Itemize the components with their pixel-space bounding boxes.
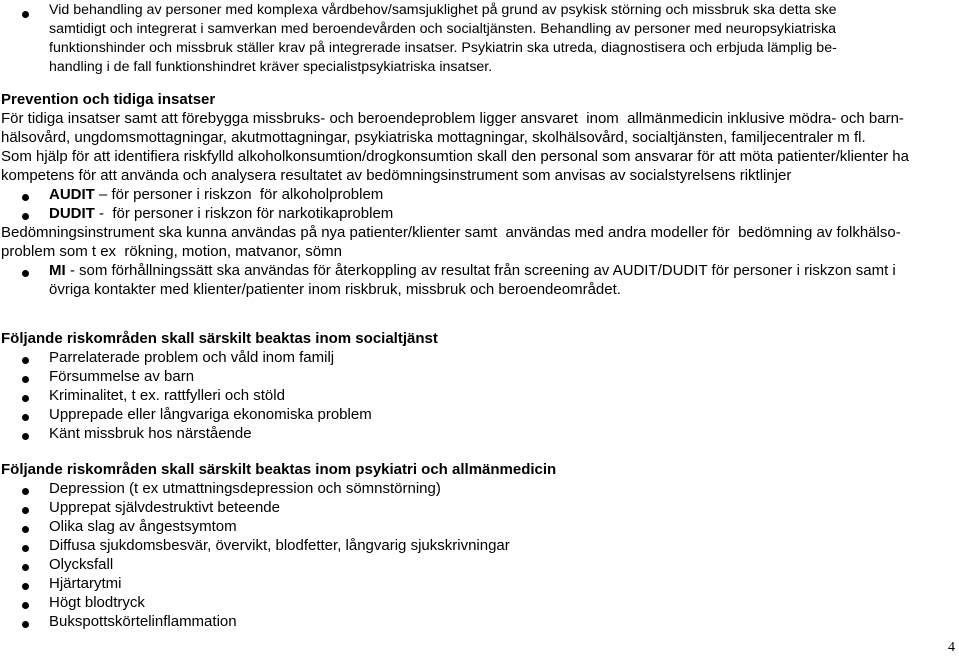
list-item: Diffusa sjukdomsbesvär, övervikt, blodfetter, långvarig sjukskrivningar	[49, 537, 510, 554]
list-item: Olika slag av ångestsymtom	[49, 518, 237, 535]
page-number: 4	[948, 640, 955, 655]
audit-term: AUDIT	[49, 186, 95, 203]
dudit-term: DUDIT	[49, 205, 95, 222]
list-item: Kriminalitet, t ex. rattfylleri och stöld	[49, 387, 285, 404]
bullet-icon	[22, 414, 29, 421]
section-heading-social: Följande riskområden skall särskilt beaktas inom socialtjänst	[1, 330, 438, 347]
list-item: Högt blodtryck	[49, 594, 145, 611]
prevention-text-line: hälsovård, ungdomsmottagningar, akutmottagningar, psykiatriska mottagningar, skolhälsovård, socialtjänsten, familjecentraler m fl.	[1, 129, 866, 146]
list-item: Upprepade eller långvariga ekonomiska problem	[49, 406, 372, 423]
prevention-text-line: Bedömningsinstrument ska kunna användas på nya patienter/klienter samt användas med andra modeller för bedömning av folkhälso-	[1, 224, 901, 241]
prevention-text-line: problem som t ex rökning, motion, matvanor, sömn	[1, 243, 342, 260]
bullet-icon	[22, 602, 29, 609]
list-item: Känt missbruk hos närstående	[49, 425, 252, 442]
bullet-icon	[22, 270, 29, 277]
intro-line: Vid behandling av personer med komplexa vårdbehov/samsjuklighet på grund av psykisk störning och missbruk ska detta ske	[49, 2, 837, 18]
prevention-text-line: kompetens för att använda och analysera resultatet av bedömningsinstrument som anvisas av socialstyrelsens riktlinjer	[1, 167, 792, 184]
mi-item	[49, 261, 896, 280]
list-item: Parrelaterade problem och våld inom familj	[49, 349, 335, 366]
dudit-item	[49, 204, 393, 223]
list-item: Depression (t ex utmattningsdepression och sömnstörning)	[49, 480, 441, 497]
audit-description: – för personer i riskzon för alkoholproblem	[94, 186, 384, 203]
bullet-icon	[22, 395, 29, 402]
list-item: Olycksfall	[49, 556, 114, 573]
list-item: Hjärtarytmi	[49, 575, 122, 592]
audit-item	[49, 185, 383, 204]
bullet-icon	[22, 357, 29, 364]
list-item: Bukspottskörtelinflammation	[49, 613, 237, 630]
intro-line: handling i de fall funktionshindret kräver specialistpsykiatriska insatser.	[49, 59, 493, 75]
bullet-icon	[22, 564, 29, 571]
prevention-text-line: Som hjälp för att identifiera riskfylld alkoholkonsumtion/drogkonsumtion skall den personal som ansvarar för att möta patienter/klienter ha	[1, 148, 909, 165]
list-item: Upprepat självdestruktivt beteende	[49, 499, 280, 516]
bullet-icon	[22, 213, 29, 220]
bullet-icon	[22, 488, 29, 495]
bullet-icon	[22, 376, 29, 383]
bullet-icon	[22, 545, 29, 552]
section-heading-psych: Följande riskområden skall särskilt beaktas inom psykiatri och allmänmedicin	[1, 461, 557, 478]
bullet-icon	[22, 507, 29, 514]
bullet-icon	[22, 433, 29, 440]
intro-line: funktionshinder och missbruk ställer krav på integrerade insatser. Psykiatrin ska utreda, diagnostisera och erbjuda lämplig be-	[49, 40, 837, 56]
dudit-description: - för personer i riskzon för narkotikaproblem	[94, 205, 394, 222]
bullet-icon	[22, 621, 29, 628]
intro-line: samtidigt och integrerat i samverkan med beroendevården och socialtjänsten. Behandling av personer med neuropsykiatriska	[49, 21, 837, 37]
mi-description: - som förhållningssätt ska användas för återkoppling av resultat från screening av AUDIT/DUDIT för personer i riskzon samt i	[65, 262, 896, 279]
prevention-text-line: För tidiga insatser samt att förebygga missbruks- och beroendeproblem ligger ansvaret inom allmänmedicin inklusive mödra- och barn-	[1, 110, 904, 127]
bullet-icon	[22, 583, 29, 590]
bullet-icon	[22, 194, 29, 201]
mi-term: MI	[49, 262, 66, 279]
mi-item-line2: övriga kontakter med klienter/patienter inom riskbruk, missbruk och beroendeområdet.	[49, 281, 621, 298]
bullet-icon	[22, 526, 29, 533]
bullet-icon	[22, 11, 29, 18]
section-heading-prevention: Prevention och tidiga insatser	[1, 91, 216, 108]
list-item: Försummelse av barn	[49, 368, 195, 385]
